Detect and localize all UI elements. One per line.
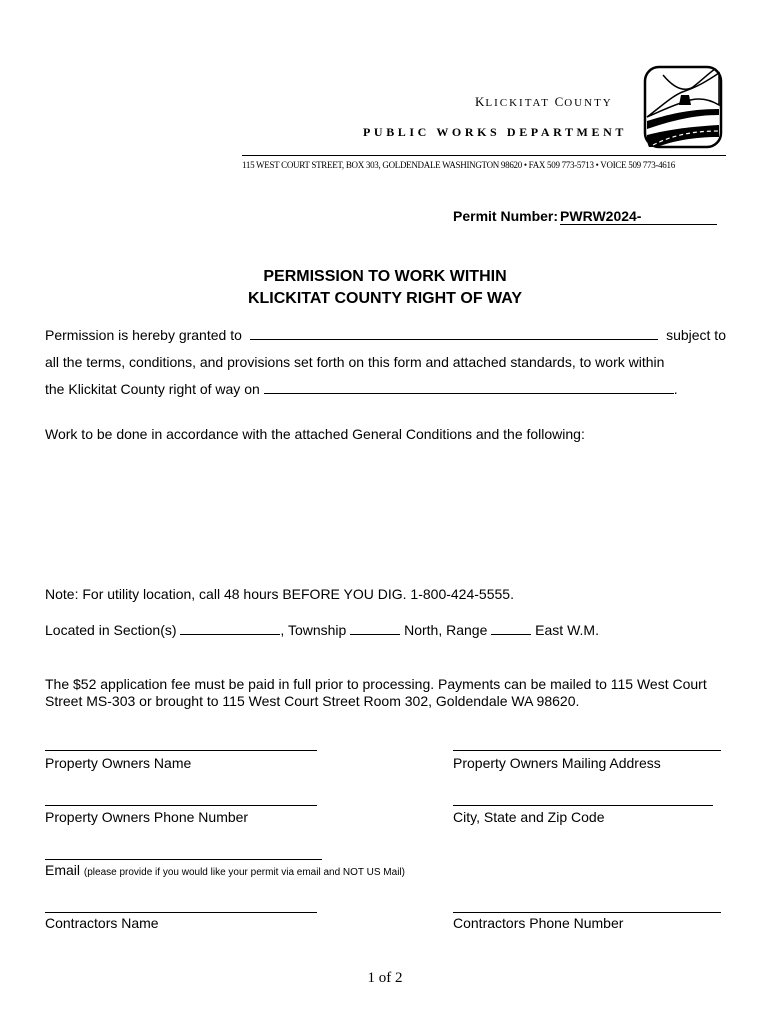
owner-address-label: Property Owners Mailing Address	[453, 755, 661, 771]
owner-address-line[interactable]	[453, 750, 721, 751]
email-note: (please provide if you would like your permit via email and NOT US Mail)	[83, 867, 405, 878]
row-prefix: the Klickitat County right of way on	[45, 381, 260, 397]
utility-note: Note: For utility location, call 48 hours BEFORE YOU DIG. 1-800-424-5555.	[45, 586, 514, 602]
location-line	[45, 622, 599, 638]
terms-text: all the terms, conditions, and provisions set forth on this form and attached standards, to work within	[45, 354, 665, 370]
contractor-name-label: Contractors Name	[45, 915, 159, 931]
city-state-zip-label: City, State and Zip Code	[453, 809, 605, 825]
city-state-zip-line[interactable]	[453, 805, 713, 806]
row-line	[45, 381, 726, 408]
section-field[interactable]	[180, 622, 280, 635]
email-label: Email	[45, 862, 81, 878]
contractor-phone-label: Contractors Phone Number	[453, 915, 624, 931]
owner-phone-line[interactable]	[45, 805, 317, 806]
township-label: , Township	[280, 622, 347, 638]
row-suffix: .	[673, 381, 678, 397]
department-name: PUBLIC WORKS DEPARTMENT	[363, 125, 627, 139]
owner-name-line[interactable]	[45, 750, 317, 751]
grantee-field[interactable]	[250, 327, 658, 340]
contractor-phone-line[interactable]	[453, 912, 721, 913]
granted-line	[45, 327, 726, 354]
fee-notice: The $52 application fee must be paid in full prior to processing. Payments can be mailed to 115 West Court Street MS-303 or brought to 115 West Court Street Room 302, Goldendale WA 98620.	[45, 676, 707, 709]
granted-prefix: Permission is hereby granted to	[45, 327, 242, 343]
east-wm-label: East W.M.	[535, 622, 599, 638]
email-line[interactable]	[45, 859, 322, 860]
county-name: KLICKITAT COUNTY	[475, 94, 613, 109]
permit-number	[453, 208, 717, 225]
work-description-label: Work to be done in accordance with the attached General Conditions and the following:	[45, 426, 585, 442]
county-logo	[643, 65, 723, 149]
range-field[interactable]	[491, 622, 531, 635]
terms-line	[45, 354, 726, 381]
section-label: Located in Section(s)	[45, 622, 177, 638]
permit-number-label: Permit Number:	[453, 208, 559, 224]
page-number: 1 of 2	[367, 970, 403, 986]
header-rule	[242, 155, 726, 156]
owner-phone-label: Property Owners Phone Number	[45, 809, 249, 825]
email-label-row	[45, 862, 405, 878]
township-field[interactable]	[350, 622, 400, 635]
permit-number-field[interactable]: PWRW2024-	[560, 208, 717, 225]
form-title-line1: PERMISSION TO WORK WITHIN	[263, 268, 507, 285]
owner-name-label: Property Owners Name	[45, 755, 192, 771]
department-address: 115 WEST COURT STREET, BOX 303, GOLDENDALE WASHINGTON 98620 • FAX 509 773-5713 • VOICE 509 773-4616	[242, 160, 675, 170]
permission-paragraph	[45, 327, 726, 408]
contractor-name-line[interactable]	[45, 912, 317, 913]
range-label: North, Range	[404, 622, 488, 638]
form-title-line2: KLICKITAT COUNTY RIGHT OF WAY	[247, 290, 523, 307]
granted-suffix: subject to	[666, 327, 726, 343]
road-field[interactable]	[264, 381, 674, 394]
